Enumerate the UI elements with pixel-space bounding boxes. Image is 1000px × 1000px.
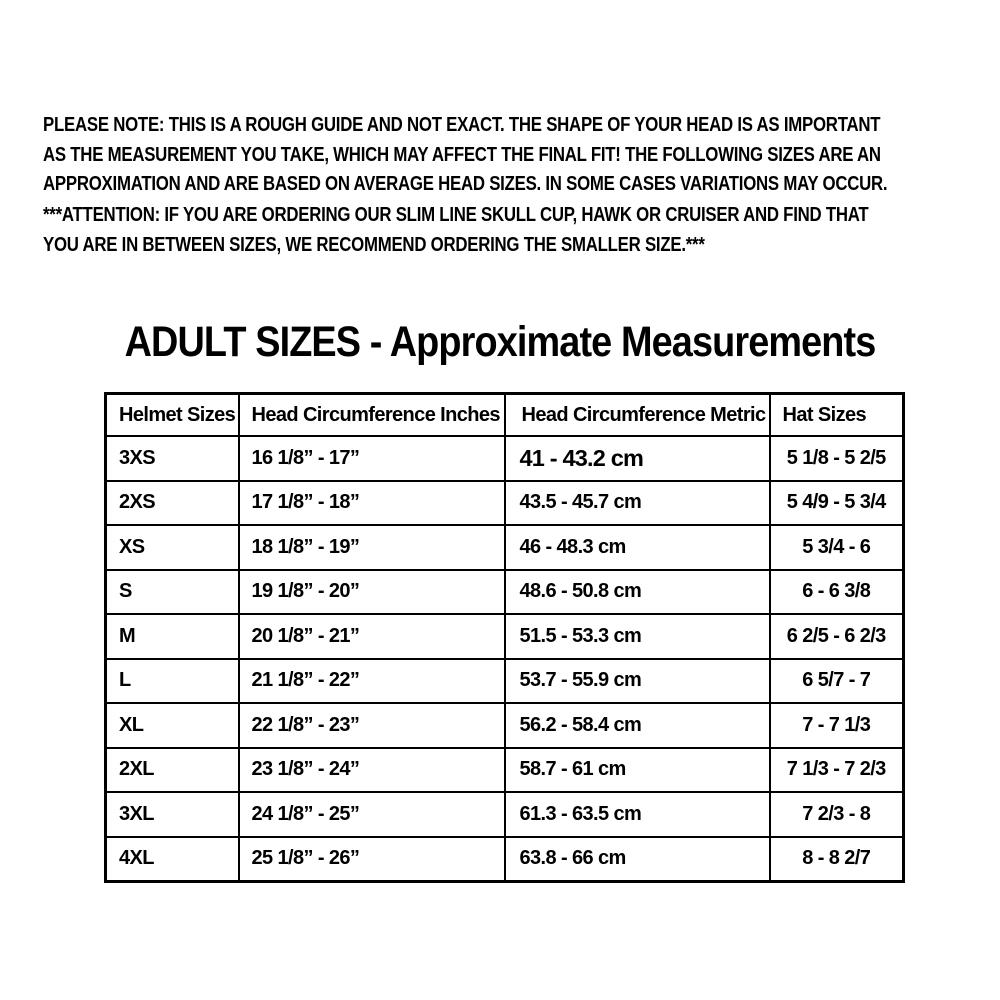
- column-header-circumference-metric: Head Circumference Metric: [505, 394, 770, 437]
- cell-helmet-size: 3XS: [106, 436, 239, 481]
- note-line-1: PLEASE NOTE: THIS IS A ROUGH GUIDE AND NOT EXACT. THE SHAPE OF YOUR HEAD IS AS IMPORTANT: [43, 113, 881, 136]
- table-header-row: [106, 394, 904, 437]
- cell-circumference-metric: 56.2 - 58.4 cm: [505, 703, 770, 748]
- cell-hat-size: 7 2/3 - 8: [770, 792, 904, 837]
- attention-paragraph: [43, 200, 868, 259]
- size-table-body: [106, 436, 904, 882]
- table-row: [106, 748, 904, 793]
- table-row: [106, 436, 904, 481]
- attention-line-1: ***ATTENTION: IF YOU ARE ORDERING OUR SLIM LINE SKULL CUP, HAWK OR CRUISER AND FIND THAT: [43, 203, 869, 226]
- table-row: [106, 614, 904, 659]
- cell-helmet-size: 2XS: [106, 481, 239, 526]
- cell-circumference-inches: 19 1/8” - 20”: [239, 570, 505, 615]
- table-row: [106, 481, 904, 526]
- table-row: [106, 570, 904, 615]
- cell-circumference-inches: 24 1/8” - 25”: [239, 792, 505, 837]
- cell-circumference-metric: 61.3 - 63.5 cm: [505, 792, 770, 837]
- cell-circumference-inches: 16 1/8” - 17”: [239, 436, 505, 481]
- cell-circumference-metric: 51.5 - 53.3 cm: [505, 614, 770, 659]
- cell-hat-size: 5 1/8 - 5 2/5: [770, 436, 904, 481]
- page-title: ADULT SIZES - Approximate Measurements: [124, 318, 876, 366]
- cell-circumference-metric: 48.6 - 50.8 cm: [505, 570, 770, 615]
- cell-circumference-metric: 63.8 - 66 cm: [505, 837, 770, 882]
- cell-helmet-size: 4XL: [106, 837, 239, 882]
- cell-helmet-size: XS: [106, 525, 239, 570]
- table-row: [106, 837, 904, 882]
- column-header-hat-sizes: Hat Sizes: [770, 394, 904, 437]
- cell-hat-size: 8 - 8 2/7: [770, 837, 904, 882]
- cell-circumference-inches: 18 1/8” - 19”: [239, 525, 505, 570]
- cell-circumference-inches: 25 1/8” - 26”: [239, 837, 505, 882]
- cell-hat-size: 5 3/4 - 6: [770, 525, 904, 570]
- cell-helmet-size: S: [106, 570, 239, 615]
- column-header-circumference-inches: Head Circumference Inches: [239, 394, 505, 437]
- table-row: [106, 703, 904, 748]
- cell-circumference-inches: 17 1/8” - 18”: [239, 481, 505, 526]
- cell-circumference-metric: 46 - 48.3 cm: [505, 525, 770, 570]
- cell-circumference-inches: 22 1/8” - 23”: [239, 703, 505, 748]
- table-row: [106, 792, 904, 837]
- note-line-3: APPROXIMATION AND ARE BASED ON AVERAGE HEAD SIZES. IN SOME CASES VARIATIONS MAY OCCUR.: [43, 172, 888, 195]
- cell-circumference-inches: 20 1/8” - 21”: [239, 614, 505, 659]
- cell-circumference-metric: 43.5 - 45.7 cm: [505, 481, 770, 526]
- table-row: [106, 659, 904, 704]
- note-line-2: AS THE MEASUREMENT YOU TAKE, WHICH MAY AFFECT THE FINAL FIT! THE FOLLOWING SIZES ARE AN: [43, 142, 881, 166]
- cell-hat-size: 7 1/3 - 7 2/3: [770, 748, 904, 793]
- column-header-helmet-sizes: Helmet Sizes: [106, 394, 239, 437]
- cell-hat-size: 6 2/5 - 6 2/3: [770, 614, 904, 659]
- cell-hat-size: 7 - 7 1/3: [770, 703, 904, 748]
- cell-hat-size: 5 4/9 - 5 3/4: [770, 481, 904, 526]
- cell-helmet-size: 3XL: [106, 792, 239, 837]
- cell-hat-size: 6 - 6 3/8: [770, 570, 904, 615]
- attention-line-2: YOU ARE IN BETWEEN SIZES, WE RECOMMEND ORDERING THE SMALLER SIZE.***: [43, 232, 705, 256]
- cell-circumference-metric: 41 - 43.2 cm: [505, 436, 770, 481]
- note-paragraph: [43, 110, 887, 199]
- cell-circumference-metric: 53.7 - 55.9 cm: [505, 659, 770, 704]
- cell-helmet-size: XL: [106, 703, 239, 748]
- cell-circumference-inches: 21 1/8” - 22”: [239, 659, 505, 704]
- cell-hat-size: 6 5/7 - 7: [770, 659, 904, 704]
- cell-helmet-size: 2XL: [106, 748, 239, 793]
- cell-helmet-size: M: [106, 614, 239, 659]
- cell-circumference-inches: 23 1/8” - 24”: [239, 748, 505, 793]
- cell-circumference-metric: 58.7 - 61 cm: [505, 748, 770, 793]
- table-row: [106, 525, 904, 570]
- adult-sizes-table: [104, 392, 905, 883]
- cell-helmet-size: L: [106, 659, 239, 704]
